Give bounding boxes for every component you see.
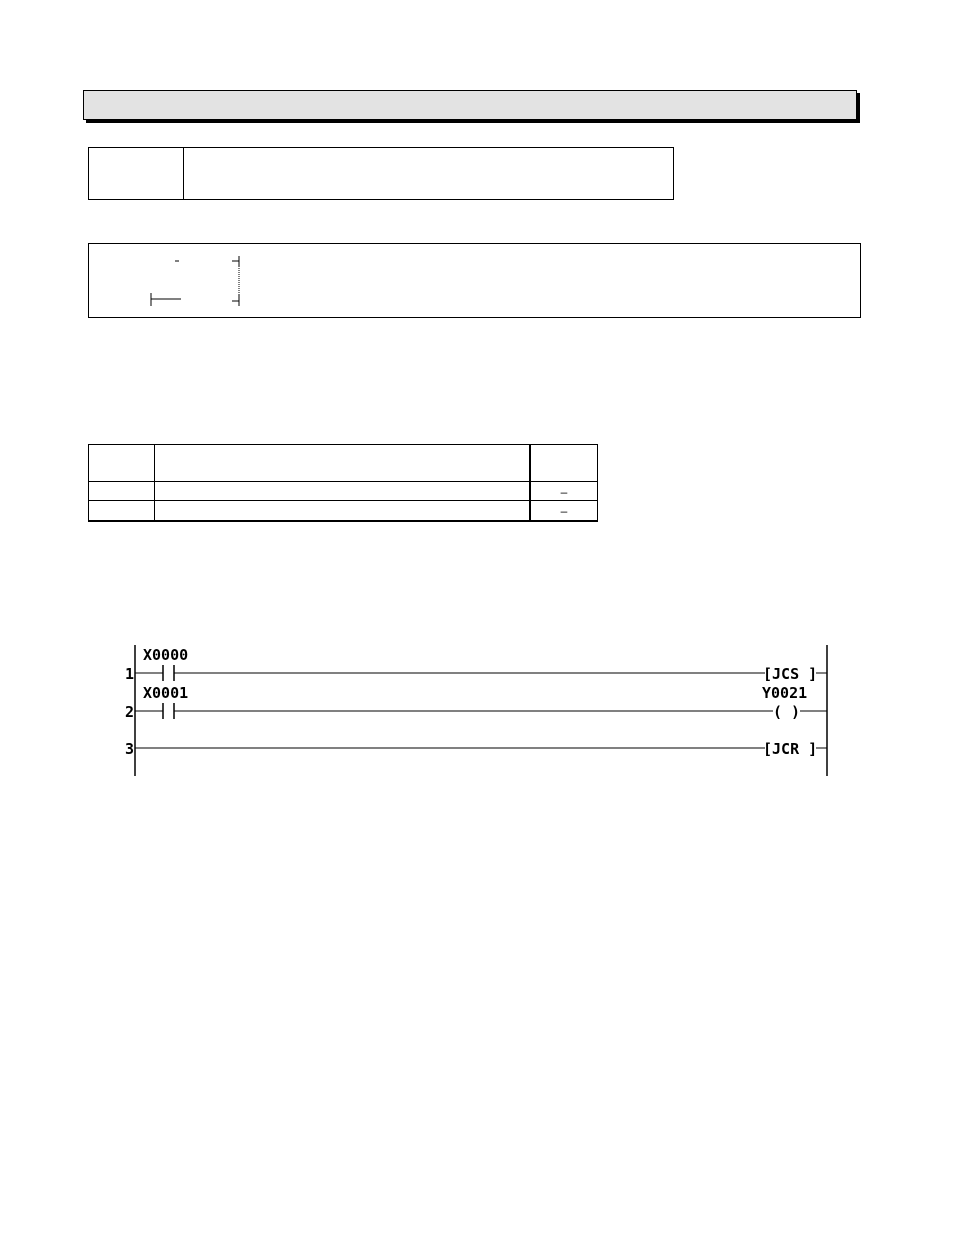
ladder-diagram-svg — [118, 640, 838, 780]
section-title-bar — [83, 90, 857, 120]
table-column-divider — [154, 445, 155, 520]
coil-label: Y0021 — [762, 684, 808, 702]
ladder-diagram — [118, 640, 838, 780]
table-cell-value: – — [560, 504, 568, 518]
syntax-box-divider — [183, 148, 184, 199]
table-row-divider — [89, 500, 597, 501]
table-header-divider — [89, 481, 597, 482]
ladder-symbol-drawing — [89, 244, 860, 317]
instruction-syntax-box — [88, 147, 674, 200]
ladder-symbol-box — [88, 243, 861, 318]
rung-number: 3 — [125, 740, 135, 758]
contact-label: X0001 — [143, 684, 189, 702]
coil-symbol: ( ) — [773, 703, 801, 721]
table-cell-value: – — [560, 485, 568, 499]
rung-number: 1 — [125, 665, 135, 683]
instruction-jcr: [JCR ] — [763, 740, 818, 758]
contact-label: X0000 — [143, 646, 189, 664]
rung-number: 2 — [125, 703, 135, 721]
operand-table — [88, 444, 598, 522]
instruction-jcs: [JCS ] — [763, 665, 818, 683]
